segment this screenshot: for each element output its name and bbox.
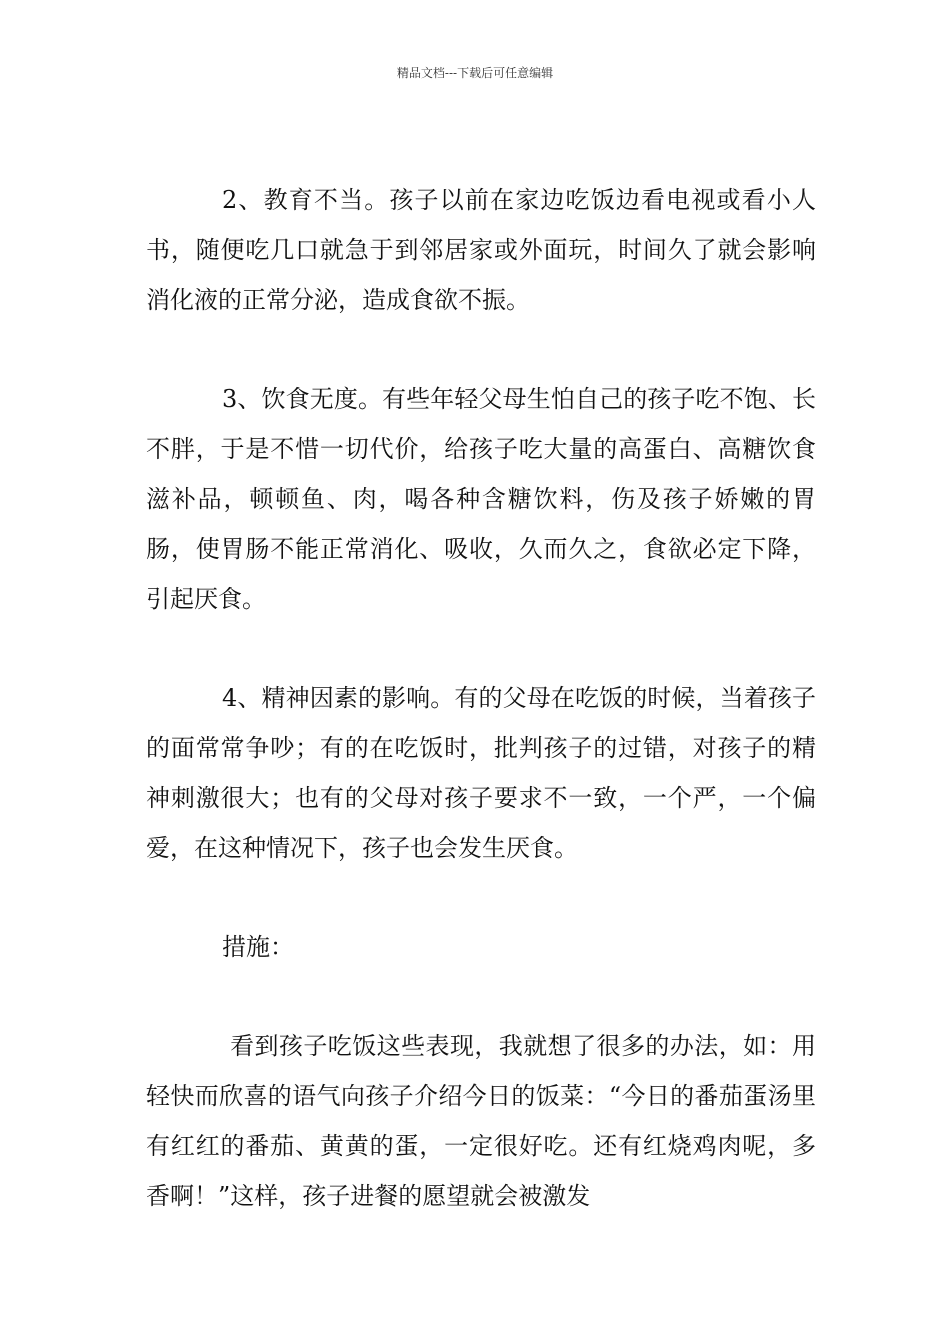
section-heading-measures: 措施： [222,933,294,961]
paragraph-diet: 3、饮食无度。有些年轻父母生怕自己的孩子吃不饱、长不胖，于是不惜一切代价，给孩子吃大量的高蛋白、高糖饮食滋补品，顿顿鱼、肉，喝各种含糖饮料，伤及孩子娇嫩的胃肠，使胃肠不能正常消化、吸收，久而久之，食欲必定下降，引起厌食。 [146,385,816,613]
document-body [146,175,816,1221]
paragraph-spacer [146,325,816,374]
paragraph-spacer [146,972,816,1021]
paragraph-mental-factors: 4、精神因素的影响。有的父母在吃饭的时候，当着孩子的面常常争吵；有的在吃饭时，批判孩子的过错，对孩子的精神刺激很大；也有的父母对孩子要求不一致，一个严，一个偏爱，在这种情况下，孩子也会发生厌食。 [146,684,816,862]
paragraph-education: 2、教育不当。孩子以前在家边吃饭边看电视或看小人书，随便吃几口就急于到邻居家或外面玩，时间久了就会影响消化液的正常分泌，造成食欲不振。 [146,186,816,314]
paragraph-measures: 看到孩子吃饭这些表现，我就想了很多的办法，如：用轻快而欣喜的语气向孩子介绍今日的饭菜：“今日的番茄蛋汤里有红红的番茄、黄黄的蛋，一定很好吃。还有红烧鸡肉呢，多香啊！”这样，孩子进餐的愿望就会被激发 [146,1032,816,1210]
paragraph-spacer [146,873,816,922]
paragraph-spacer [146,624,816,673]
page-header: 精品文档---下载后可任意编辑 [396,66,554,80]
